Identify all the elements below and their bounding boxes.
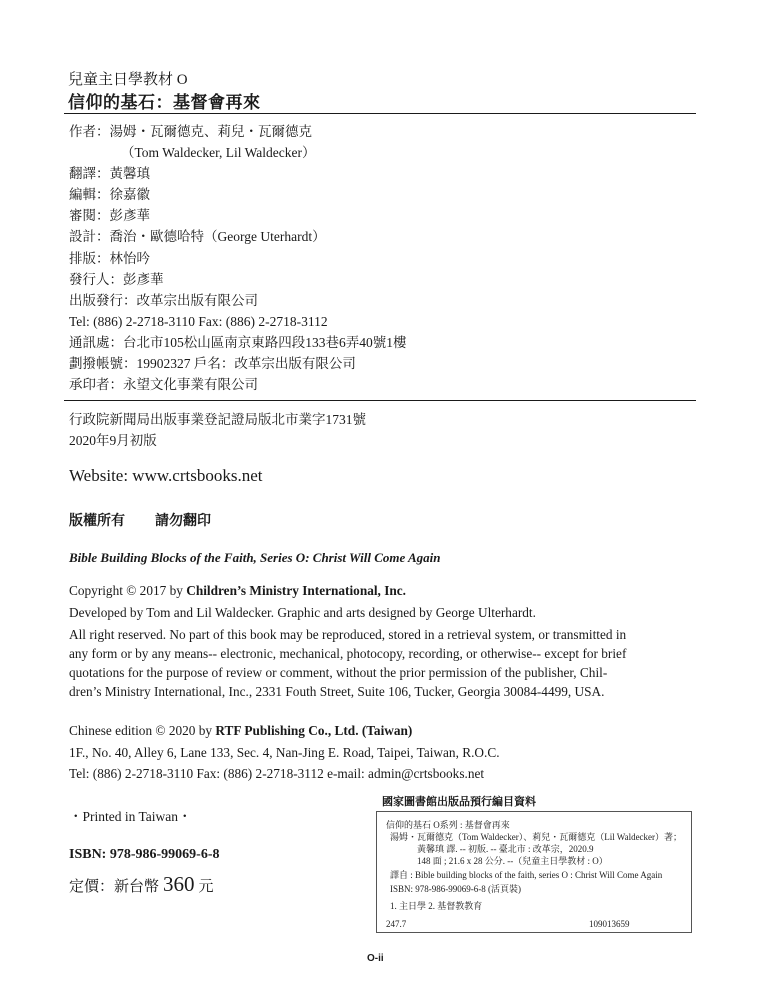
chinese-edition-prefix: Chinese edition © 2020 by	[69, 723, 216, 738]
all-rights-line: quotations for the purpose of review or comment, without the prior permission of the publisher, Chil-	[69, 665, 608, 680]
credit-reviewer: 審閱：彭彥華	[69, 208, 150, 224]
book-title: 信仰的基石：基督會再來	[68, 93, 261, 112]
price-amount: 360	[163, 872, 195, 896]
registration-license: 行政院新聞局出版事業登記證局版北市業字1731號	[69, 412, 366, 427]
chinese-edition-publisher: RTF Publishing Co., Ltd. (Taiwan)	[215, 723, 413, 738]
credit-designer: 設計：喬治・歐德哈特（George Uterhardt）	[69, 229, 326, 245]
credit-author: 作者：湯姆・瓦爾德克、莉兒・瓦爾德克	[69, 124, 312, 139]
english-title: Bible Building Blocks of the Faith, Series O: Christ Will Come Again	[69, 550, 441, 565]
all-rights-line: All right reserved. No part of this book may be reproduced, stored in a retrieval system, or transmitted in	[69, 627, 627, 642]
all-rights-paragraph	[69, 625, 626, 701]
edition-date: 2020年9月初版	[69, 433, 157, 448]
website-link[interactable]: Website: www.crtsbooks.net	[69, 466, 263, 485]
credit-author-english: （Tom Waldecker, Lil Waldecker）	[121, 145, 316, 161]
middle-divider	[64, 400, 696, 401]
registration-block	[69, 409, 366, 451]
cip-subjects: 1. 主日學 2. 基督教教育	[390, 901, 483, 911]
series-label: 兒童主日學教材 O	[68, 72, 188, 88]
developed-by: Developed by Tom and Lil Waldecker. Graphic and arts designed by George Ulterhardt.	[69, 605, 536, 620]
printed-in-taiwan: ・Printed in Taiwan・	[69, 809, 192, 824]
price-unit: 元	[198, 879, 214, 895]
cip-record-number: 109013659	[589, 919, 630, 929]
cip-authors-line: 湯姆・瓦爾德克（Tom Waldecker）、莉兒・瓦爾德克（Lil Waldecker）著；	[390, 832, 683, 842]
price-label: 定價：新台幣	[69, 879, 160, 895]
credit-printer: 承印者：永望文化事業有限公司	[69, 377, 258, 393]
cip-classification: 247.7	[386, 919, 407, 929]
cip-physical-line: 148 面 ; 21.6 x 28 公分. --（兒童主日學教材 : O）	[417, 856, 608, 866]
cip-box	[376, 811, 692, 933]
credit-publisher-person: 發行人：彭彥華	[69, 271, 164, 287]
credit-address: 通訊處：台北市105松山區南京東路四段133巷6弄40號1樓	[69, 334, 407, 350]
chinese-edition-address: 1F., No. 40, Alley 6, Lane 133, Sec. 4, Nan-Jing E. Road, Taipei, Taiwan, R.O.C.	[69, 744, 500, 760]
credit-phone: Tel: (886) 2-2718-3110 Fax: (886) 2-2718-3112	[69, 313, 328, 329]
chinese-edition-contact: Tel: (886) 2-2718-3110 Fax: (886) 2-2718-3112 e-mail: admin@crtsbooks.net	[69, 766, 485, 781]
cip-translation-line: 譯自 : Bible building blocks of the faith, series O : Christ Will Come Again	[390, 870, 663, 880]
all-rights-line: any form or by any means-- electronic, mechanical, photocopy, recording, or otherwise-- except for brief	[69, 646, 627, 661]
chinese-edition-line	[69, 720, 500, 742]
cip-title-line: 信仰的基石 O系列 : 基督會再來	[386, 820, 510, 830]
cip-isbn-line: ISBN: 978-986-99069-6-8 (活頁裝)	[390, 884, 521, 894]
copyright-line	[69, 581, 406, 600]
credits-list	[69, 121, 407, 395]
credit-publisher: 出版發行：改革宗出版有限公司	[69, 292, 258, 308]
copyright-prefix: Copyright © 2017 by	[69, 583, 187, 598]
chinese-edition-block	[69, 720, 500, 785]
isbn: ISBN: 978-986-99069-6-8	[69, 847, 220, 862]
credit-editor: 編輯：徐嘉徽	[69, 187, 150, 203]
price	[69, 872, 214, 897]
cip-publication-line: 黃馨瑱 譯. -- 初版. -- 臺北市 : 改革宗，2020.9	[417, 844, 594, 854]
top-divider	[64, 113, 696, 114]
cip-heading: 國家圖書館出版品預行編目資料	[382, 796, 536, 808]
credit-postal-account: 劃撥帳號：19902327 戶名：改革宗出版有限公司	[69, 356, 356, 372]
rights-notice	[69, 510, 211, 530]
no-reprint: 請勿翻印	[155, 514, 211, 529]
copyright-holder: Children’s Ministry International, Inc.	[186, 583, 407, 598]
credit-typesetter: 排版：林怡吟	[69, 250, 150, 266]
page-number: O-ii	[367, 953, 384, 964]
all-rights-line: dren’s Ministry International, Inc., 2331 Fouth Street, Suite 106, Tucker, Georgia 30084-4499, USA.	[69, 684, 605, 699]
rights-reserved: 版權所有	[69, 514, 125, 529]
credit-translator: 翻譯：黃馨瑱	[69, 166, 150, 182]
